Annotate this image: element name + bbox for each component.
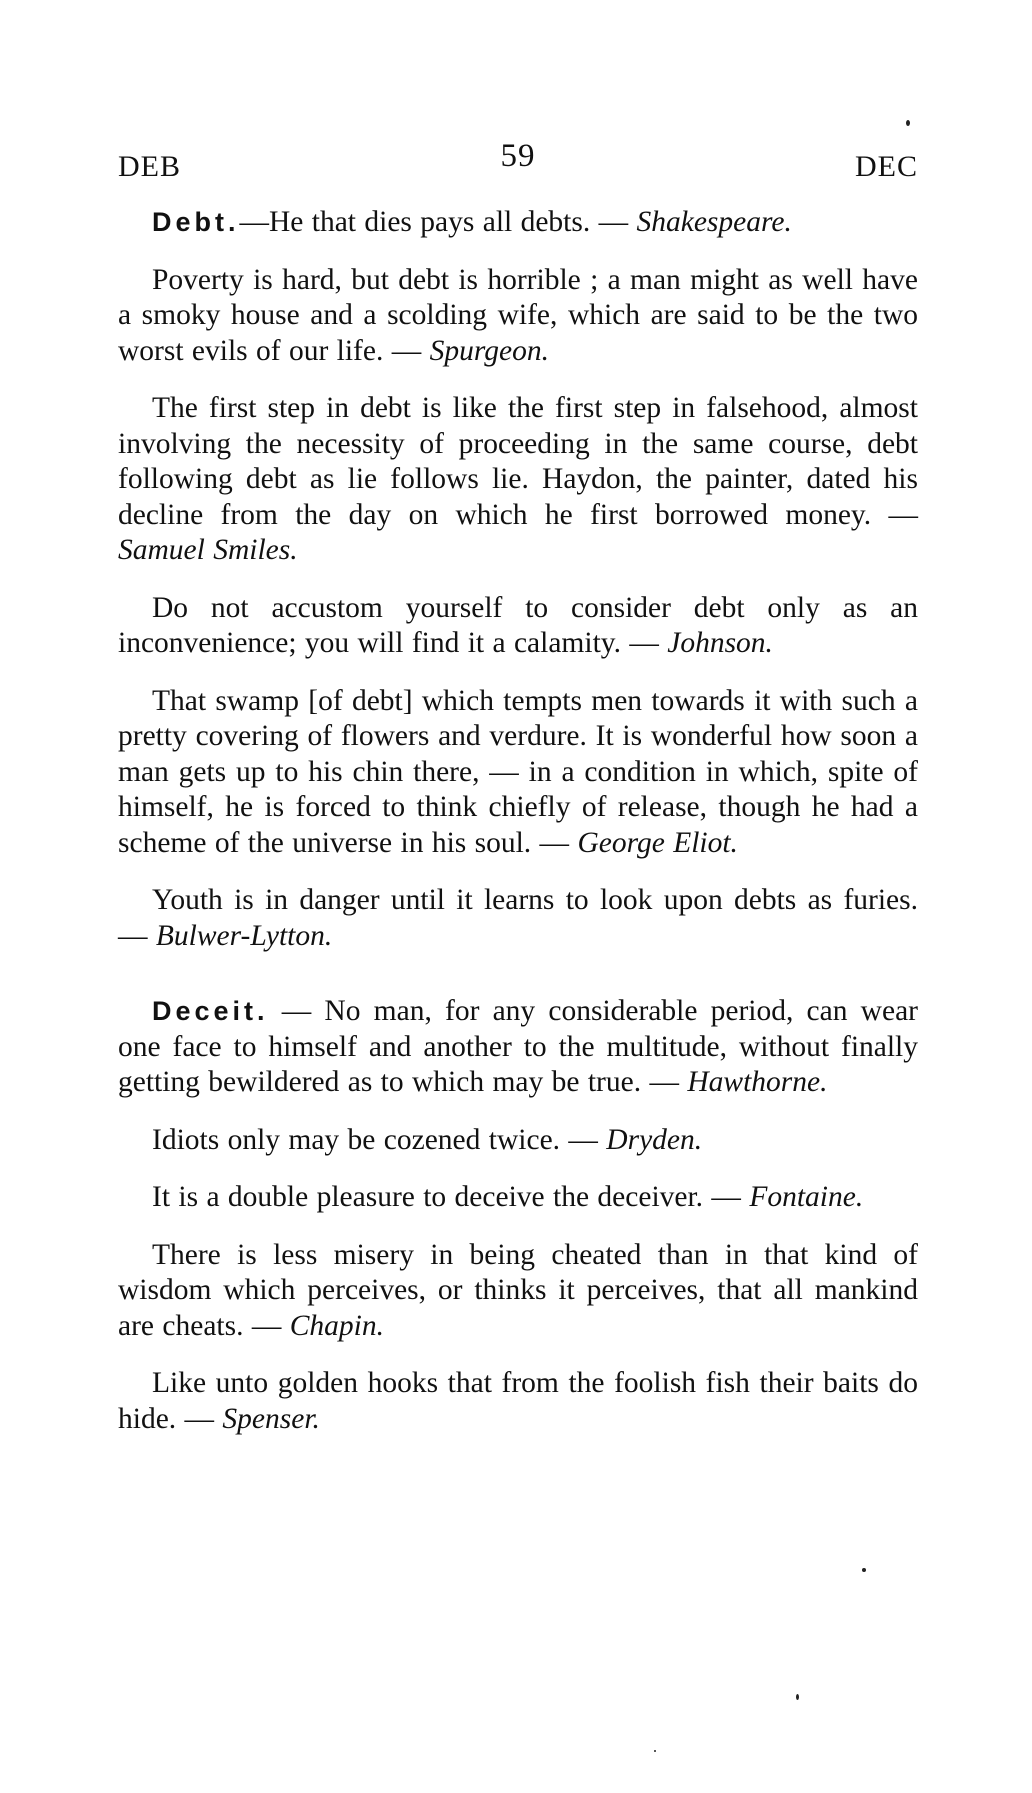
quotation-author: Chapin. [289,1309,384,1342]
quotation [118,591,918,662]
quotation-author: Hawthorne. [687,1066,828,1098]
header-left-guideword: DEB [118,150,181,183]
page-number: 59 [500,138,536,174]
quotation-author: Johnson. [667,627,773,659]
scan-speck [862,1568,866,1572]
quotation [118,391,918,569]
quotation-author: Dryden. [606,1123,703,1156]
quotation-author: George Eliot. [577,826,738,859]
quotation [118,205,918,241]
quotation-text: It is a double pleasure to deceive the deceiver. — [152,1181,750,1213]
quotation [118,1123,918,1159]
quotation [118,994,918,1101]
scan-speck [906,120,910,126]
topic-keyword: Debt. [152,207,240,237]
quotation-text: Idiots only may be cozened twice. — [152,1123,607,1156]
quotation-author: Samuel Smiles. [118,534,298,566]
quotation-author: Shakespeare. [636,206,792,238]
quotation [118,1366,918,1437]
running-header [118,138,918,188]
quotation-text: There is less misery in being cheated than in that kind of wisdom which perceives, or thinks it perceives, that all mankind are cheats. — [118,1238,918,1342]
quotation-author: Bulwer-Lytton. [155,919,333,952]
quotations-body [118,205,918,1459]
quotation [118,883,918,954]
scan-speck [654,1750,656,1752]
quotation-text: —He that dies pays all debts. — [239,206,637,238]
quotation [118,684,918,862]
header-right-guideword: DEC [855,150,918,183]
quotation-text: That swamp [of debt] which tempts men towards it with such a pretty covering of flowers and verdure. It is wonderful how soon a man gets up to his chin there, — in a condition in which, spite of himself, he is forced to think chiefly of release, though he had a scheme of the universe in his soul. — [118,684,918,859]
quotation [118,1238,918,1345]
quotation [118,263,918,370]
scan-speck [796,1694,799,1700]
quotation-author: Spurgeon. [429,334,549,367]
quotation-text: Do not accustom yourself to consider debt only as an inconvenience; you will find it a calamity. — [118,591,918,659]
quotation-text: The first step in debt is like the first step in falsehood, almost involving the necessity of proceeding in the same course, debt following debt as lie follows lie. Haydon, the painter, dated his decline from the day on which he first borrowed money. — [118,392,918,531]
quotation-author: Fontaine. [749,1181,864,1213]
topic-keyword: Deceit. [152,996,269,1026]
quotation-text: Like unto golden hooks that from the foolish fish their baits do hide. — [118,1367,918,1435]
quotation-author: Spenser. [222,1402,320,1435]
quotation-text: — No man, for any considerable period, can wear one face to himself and another to the multitude, without finally getting bewildered as to which may be true. — [118,995,918,1098]
quotation-text: Poverty is hard, but debt is horrible ; a man might as well have a smoky house and a scolding wife, which are said to be the two worst evils of our life. — [118,263,918,367]
quotation [118,1180,918,1216]
quotation-text: Youth is in danger until it learns to look upon debts as furies. — [118,884,918,952]
